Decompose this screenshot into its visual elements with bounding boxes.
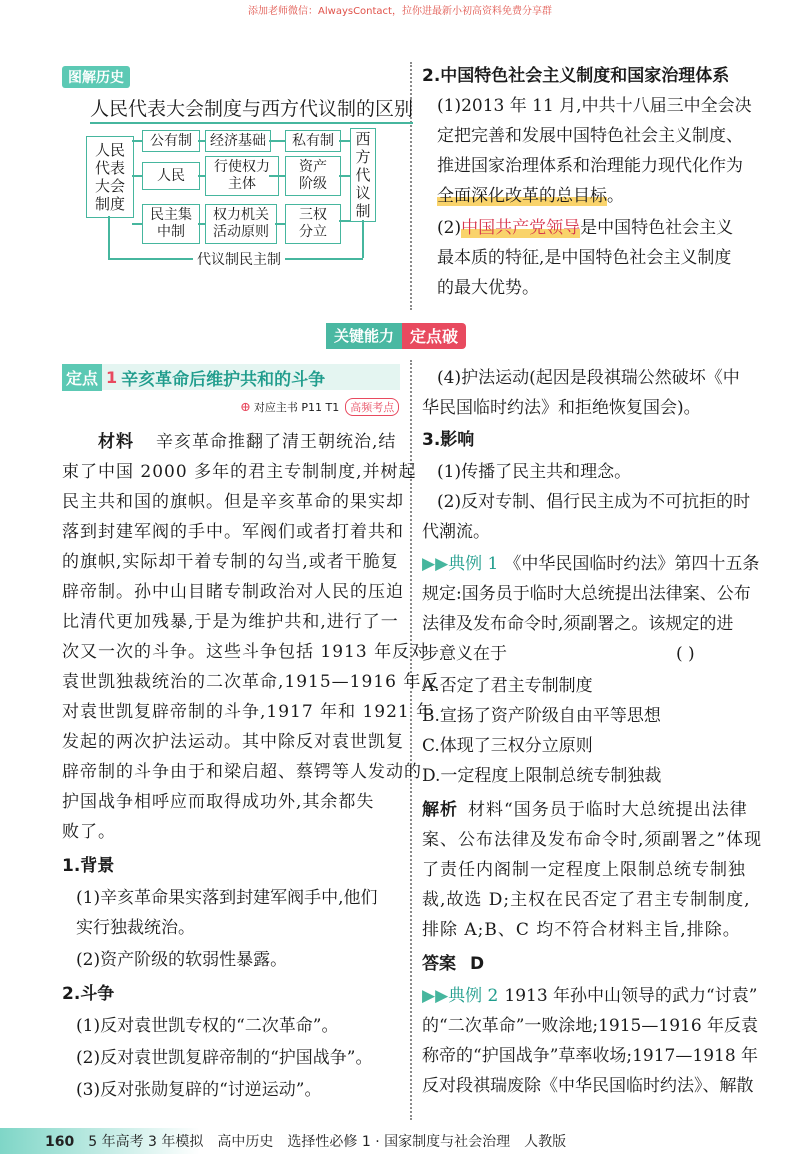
example-2-line: 的“二次革命”一败涂地;1915—1916 年反袁: [422, 1016, 759, 1036]
example-1-label: 典例 1: [448, 554, 499, 574]
footer-text: [45, 1131, 566, 1151]
impact-line: (1)传播了民主共和理念。: [437, 462, 632, 482]
point-title: 辛亥革命后维护共和的斗争: [121, 369, 326, 390]
diagram-section: [62, 66, 130, 88]
analysis-first: 解析 材料“国务员于临时大总统提出法律: [422, 800, 748, 820]
material-line: 对袁世凯复辟帝制的斗争,1917 年和 1921 年: [62, 702, 435, 722]
connector: [198, 175, 205, 177]
key-ability-banner: [326, 323, 466, 349]
highlight-goal: 全面深化改革的总目标: [437, 186, 607, 206]
struggle-line: (3)反对张勋复辟的“讨逆运动”。: [76, 1080, 322, 1100]
row2-right: 资产阶级: [285, 156, 341, 196]
analysis-line: 裁,故选 D;主权在民否定了君主专制制度,: [422, 890, 751, 910]
row3-middle: 权力机关活动原则: [205, 204, 277, 244]
diagram-title: 人民代表大会制度与西方代议制的区别: [90, 94, 413, 124]
connector: [339, 175, 350, 177]
connector: [285, 258, 363, 260]
material-line: 辟帝制的斗争由于和梁启超、蔡锷等人发动的: [62, 762, 422, 782]
row3-left: 民主集中制: [142, 204, 200, 244]
material-line: 落到封建军阀的手中。军阀们或者打着共和: [62, 522, 404, 542]
point-1-header: [62, 364, 400, 390]
material-line: 的旗帜,实际却干着专制的勾当,或者干脆复: [62, 552, 399, 572]
frequency-badge: 高频考点: [345, 398, 399, 416]
connector: [339, 140, 350, 142]
analysis-line: 了责任内阁制一定程度上限制总统专制独: [422, 860, 746, 880]
analysis-line: 排除 A;B、C 均不符合材料主旨,排除。: [422, 920, 741, 940]
example-2-label: 典例 2: [448, 986, 499, 1006]
impact-line: (2)反对专制、倡行民主成为不可抗拒的时: [437, 492, 751, 512]
rt-p2-first: (2)中国共产党领导是中国特色社会主义: [437, 218, 734, 238]
impact-heading: 3.影响: [422, 430, 475, 450]
point-number: 1: [106, 367, 118, 387]
header-note: 添加老师微信：AlwaysContact，拉你进最新小初高资料免费分享群: [248, 6, 552, 17]
material-line: 发起的两次护法运动。其中除反对袁世凯复: [62, 732, 404, 752]
example-2-line: 称帝的“护国战争”草率收场;1917—1918 年: [422, 1046, 759, 1066]
rt-p1-line: 定把完善和发展中国特色社会主义制度、: [437, 126, 743, 146]
background-line: (1)辛亥革命果实落到封建军阀手中,他们: [76, 888, 378, 908]
material-line: 袁世凯独裁统治的二次革命,1915—1916 年反: [62, 672, 440, 692]
example-1-line: 步意义在于: [422, 644, 507, 664]
material-line: 护国战争相呼应而取得成功外,其余都失: [62, 792, 375, 812]
background-heading: 1.背景: [62, 856, 115, 876]
struggle-line: (1)反对袁世凯专权的“二次革命”。: [76, 1016, 339, 1036]
rt-p1-line: 推进国家治理体系和治理能力现代化作为: [437, 156, 743, 176]
target-icon: ⊕: [240, 399, 251, 415]
book-info: 5 年高考 3 年模拟 高中历史 选择性必修 1 · 国家制度与社会治理 人教版: [88, 1134, 567, 1150]
rt-p2-line: 的最大优势。: [437, 278, 539, 298]
connector: [339, 220, 350, 222]
example-1-line: 法律及发布命令时,须副署之。该规定的进: [422, 614, 734, 634]
material-line: 民主共和国的旗帜。但是辛亥革命的果实却: [62, 492, 404, 512]
rt-p1-line: (1)2013 年 11 月,中共十八届三中全会决: [437, 96, 752, 116]
material-line: 败了。: [62, 822, 116, 842]
section-heading-2: 2.中国特色社会主义制度和国家治理体系: [422, 66, 730, 86]
row3-right: 三权分立: [285, 204, 341, 244]
page-number: 160: [45, 1134, 75, 1150]
reference-text: 对应主书 P11 T1: [253, 401, 340, 414]
rt-p2-line: 最本质的特征,是中国特色社会主义制度: [437, 248, 732, 268]
row1-right: 私有制: [285, 130, 341, 152]
row2-left: 人民: [142, 162, 200, 190]
background-line: (2)资产阶级的软弱性暴露。: [76, 950, 288, 970]
row1-left: 公有制: [142, 130, 200, 152]
rt-p1-last: 全面深化改革的总目标。: [437, 186, 624, 206]
example-1-first: ▶▶典例 1 《中华民国临时约法》第四十五条: [422, 554, 760, 574]
material-line: 辟帝制。孙中山目睹专制政治对人民的压迫: [62, 582, 404, 602]
analysis-line: 案、公布法律及发布命令时,须副署之”体现: [422, 830, 763, 850]
banner-left: 关键能力: [326, 323, 402, 349]
impact-line: 代潮流。: [422, 522, 490, 542]
material-first-line: 材料 辛亥革命推翻了清王朝统治,结: [98, 432, 397, 452]
connector: [132, 175, 142, 177]
comparison-diagram: [80, 128, 385, 268]
diagram-right-label: 西方代议制: [350, 128, 376, 222]
diagram-bottom-label: 代议制民主制: [197, 252, 281, 268]
connector: [132, 223, 142, 225]
option-d: D.一定程度上限制总统专制独裁: [422, 766, 662, 786]
connector: [198, 140, 205, 142]
option-b: B.宣扬了资产阶级自由平等思想: [422, 706, 661, 726]
page-footer: [0, 1128, 800, 1154]
row2-middle: 行使权力主体: [205, 156, 279, 196]
rm-cont-line: 华民国临时约法》和拒绝恢复国会)。: [422, 398, 701, 418]
option-c: C.体现了三权分立原则: [422, 736, 593, 756]
material-line: 束了中国 2000 多年的君主专制制度,并树起: [62, 462, 417, 482]
example-2-first: ▶▶典例 2 1913 年孙中山领导的武力“讨袁”: [422, 986, 758, 1006]
rm-cont-line: (4)护法运动(起因是段祺瑞公然破坏《中: [437, 368, 740, 388]
answer-label: 答案: [422, 954, 456, 974]
point-tag: 定点: [62, 364, 102, 391]
connector: [269, 140, 285, 142]
connector: [108, 216, 110, 258]
answer-paren: ( ): [676, 644, 695, 664]
reference-line: [240, 398, 399, 416]
connector: [269, 175, 285, 177]
banner-right: 定点破: [402, 323, 466, 349]
material-line: 比清代更加残暴,于是为维护共和,进行了一: [62, 612, 399, 632]
connector: [132, 140, 142, 142]
connector: [198, 223, 205, 225]
connector: [275, 223, 285, 225]
struggle-heading: 2.斗争: [62, 984, 115, 1004]
highlight-party: 中国共产党领导: [461, 218, 581, 238]
connector: [108, 258, 193, 260]
example-2-line: 反对段祺瑞废除《中华民国临时约法》、解散: [422, 1076, 754, 1096]
analysis-label: 解析: [422, 800, 458, 820]
answer-line: [422, 950, 484, 978]
material-line: 次又一次的斗争。这些斗争包括 1913 年反对: [62, 642, 429, 662]
diagram-left-label: 人民代表大会制度: [86, 136, 134, 218]
background-line: 实行独裁统治。: [76, 918, 195, 938]
answer-value: D: [470, 954, 485, 974]
struggle-line: (2)反对袁世凯复辟帝制的“护国战争”。: [76, 1048, 373, 1068]
row1-middle: 经济基础: [205, 130, 271, 152]
diagram-tag: 图解历史: [62, 66, 130, 88]
connector: [362, 220, 364, 258]
example-1-line: 规定:国务员于临时大总统提出法律案、公布: [422, 584, 751, 604]
option-a: A.否定了君主专制制度: [422, 676, 593, 696]
